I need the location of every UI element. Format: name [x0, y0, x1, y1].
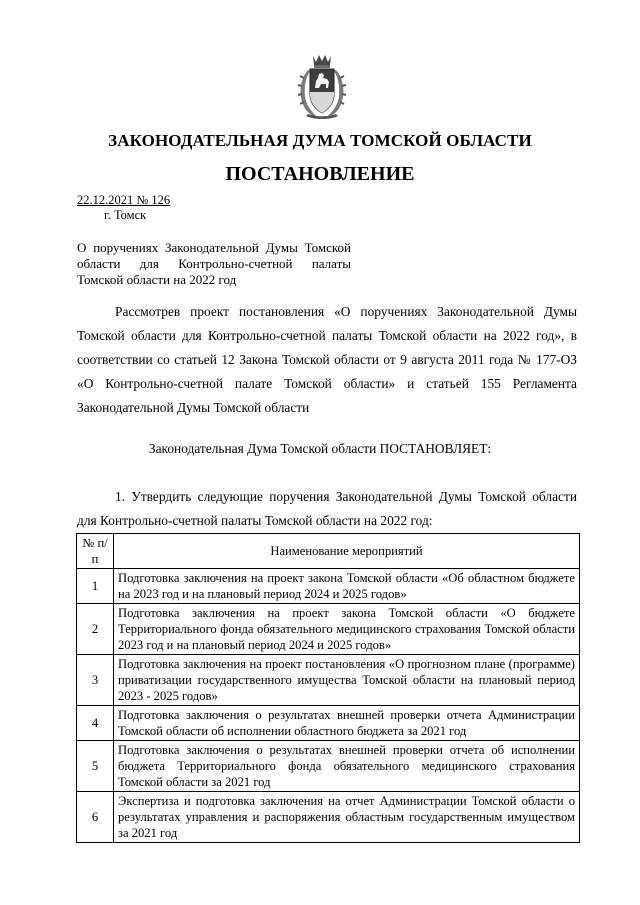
document-date-number: 22.12.2021 № 126 [77, 193, 171, 207]
row-number: 4 [77, 706, 114, 741]
document-type: ПОСТАНОВЛЕНИЕ [225, 163, 415, 185]
row-activity: Подготовка заключения на проект постановления «О прогнозном плане (программе) приватизации государственного имущества Томской области на плановый период 2023 - 2025 годов» [114, 655, 580, 706]
header-number: № п/п [77, 534, 114, 569]
document-subject: О поручениях Законодательной Думы Томской области для Контрольно-счетной палаты Томской области на 2022 год [77, 240, 351, 287]
coat-of-arms-icon [296, 52, 348, 122]
row-number: 3 [77, 655, 114, 706]
row-number: 2 [77, 604, 114, 655]
row-number: 1 [77, 569, 114, 604]
row-number: 6 [77, 792, 114, 843]
row-activity: Подготовка заключения на проект закона Томской области «Об областном бюджете на 2023 год и на плановый период 2024 и 2025 годов» [114, 569, 580, 604]
resolves-line: Законодательная Дума Томской области ПОСТАНОВЛЯЕТ: [148, 441, 492, 456]
row-activity: Подготовка заключения о результатах внешней проверки отчета об исполнении бюджета Территориального фонда обязательного медицинского страхования Томской области за 2021 год [114, 741, 580, 792]
item-1-paragraph: 1. Утвердить следующие поручения Законодательной Думы Томской области для Контрольно-счетной палаты Томской области на 2022 год: [77, 489, 577, 528]
table-row [77, 741, 580, 792]
row-number: 5 [77, 741, 114, 792]
organization-title: ЗАКОНОДАТЕЛЬНАЯ ДУМА ТОМСКОЙ ОБЛАСТИ [108, 131, 532, 150]
table-row [77, 706, 580, 741]
table-row [77, 792, 580, 843]
tasks-table [76, 533, 580, 843]
row-activity: Подготовка заключения на проект закона Томской области «О бюджете Территориального фонда обязательного медицинского страхования Томской области 2023 год и на плановый период 2024 и 2025 годов» [114, 604, 580, 655]
table-row [77, 655, 580, 706]
preamble-paragraph: Рассмотрев проект постановления «О поручениях Законодательной Думы Томской области для Контрольно-счетной палаты Томской области на 2022 год», в соответствии со статьей 12 Закона Томской области от 9 августа 2011 года № 177-ОЗ «О Контрольно-счетной палате Томской области» и статьей 155 Регламента Законодательной Думы Томской области [77, 304, 577, 415]
table-header-row [77, 534, 580, 569]
table-row [77, 569, 580, 604]
header-activity-name: Наименование мероприятий [114, 534, 580, 569]
row-activity: Подготовка заключения о результатах внешней проверки отчета Администрации Томской области об исполнении областного бюджета за 2021 год [114, 706, 580, 741]
row-activity: Экспертиза и подготовка заключения на отчет Администрации Томской области о результатах управления и распоряжения областным государственным имуществом за 2021 год [114, 792, 580, 843]
table-row [77, 604, 580, 655]
document-place: г. Томск [104, 208, 147, 222]
